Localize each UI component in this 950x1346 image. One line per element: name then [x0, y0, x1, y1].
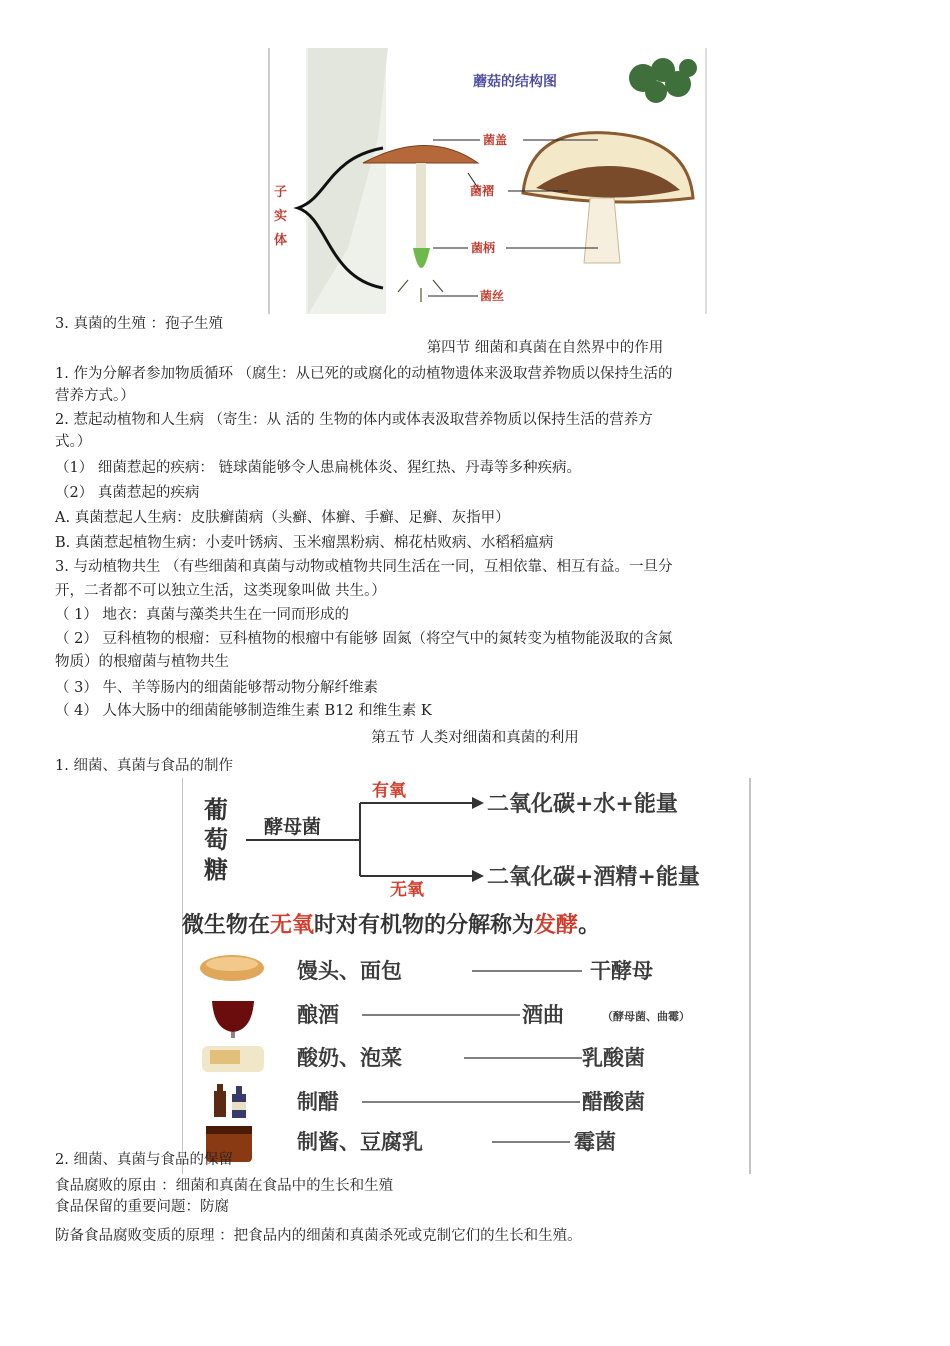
- hyphae-label: 菌丝: [480, 289, 505, 303]
- text-line: 开，二者都不可以独立生活，这类现象叫做 共生。）: [55, 583, 386, 599]
- text-line: 1. 细菌、真菌与食品的制作: [55, 758, 233, 774]
- text-line: 2. 惹起动植物和人生病 （寄生：从 活的 生物的体内或体表汲取营养物质以保持生活的营养方: [55, 412, 653, 428]
- text-line: 营养方式。）: [55, 388, 135, 404]
- text-line: 3. 与动植物共生 （有些细菌和真菌与动物或植物共同生活在一同，互相依靠、相互有益。一旦分: [55, 559, 673, 575]
- mushroom-structure-figure: [268, 48, 708, 314]
- anaerobic-label: 无氧: [390, 880, 424, 900]
- row-microbe-2: 酒曲: [522, 1002, 564, 1027]
- stalk-label: 菌柄: [471, 241, 496, 255]
- row-food-1: 馒头、面包: [297, 958, 402, 983]
- text-line: （ 4） 人体大肠中的细菌能够制造维生素 B12 和维生素 K: [55, 703, 432, 719]
- row-food-3: 酸奶、泡菜: [297, 1045, 402, 1070]
- text-line: B. 真菌惹起植物生病：小麦叶锈病、玉米瘤黑粉病、棉花枯败病、水稻稻瘟病: [55, 535, 554, 551]
- fermentation-figure: [182, 778, 752, 1174]
- aerobic-product: 二氧化碳+水+能量: [487, 791, 678, 817]
- gills-label: 菌褶: [470, 184, 495, 198]
- row-note-2: （酵母菌、曲霉）: [602, 1010, 690, 1023]
- text-line: （1） 细菌惹起的疾病： 链球菌能够令人患扁桃体炎、猩红热、丹毒等多种疾病。: [55, 460, 581, 476]
- text-line: （2） 真菌惹起的疾病: [55, 485, 200, 501]
- glucose-char-2: 萄: [204, 825, 228, 854]
- text-line: 食品腐败的原由 ：细菌和真菌在食品中的生长和生殖: [55, 1178, 394, 1194]
- aerobic-label: 有氧: [372, 781, 406, 801]
- row-food-4: 制醋: [297, 1089, 339, 1114]
- fruiting-body-label-1: 子: [274, 185, 288, 200]
- yogurt-icon: [202, 1046, 264, 1072]
- section-4-heading: 第四节 细菌和真菌在自然界中的作用: [426, 340, 664, 356]
- row-microbe-5: 霉菌: [574, 1129, 616, 1154]
- text-line: 食品保留的重要问题：防腐: [55, 1199, 229, 1215]
- row-food-2: 酿酒: [297, 1002, 339, 1027]
- row-food-5: 制酱、豆腐乳: [297, 1129, 423, 1154]
- yeast-label: 酵母菌: [264, 816, 322, 838]
- text-line: 1. 作为分解者参加物质循环 （腐生：从已死的或腐化的动植物遗体来汲取营养物质以保持生活的: [55, 366, 673, 382]
- anaerobic-product: 二氧化碳+酒精+能量: [487, 864, 700, 890]
- glucose-char-1: 葡: [204, 795, 228, 824]
- bread-icon: [200, 955, 264, 981]
- section-5-heading: 第五节 人类对细菌和真菌的利用: [371, 730, 579, 746]
- text-line: （ 2） 豆科植物的根瘤：豆科植物的根瘤中有能够 固氮（将空气中的氮转变为植物能汲取的含氮: [55, 631, 673, 647]
- text-line: （ 1） 地衣：真菌与藻类共生在一同而形成的: [55, 607, 349, 623]
- cap-label: 菌盖: [483, 133, 508, 147]
- figure-title: 蘑菇的结构图: [473, 74, 557, 90]
- row-microbe-3: 乳酸菌: [582, 1045, 645, 1070]
- row-microbe-1: 干酵母: [590, 958, 653, 983]
- row-microbe-4: 醋酸菌: [582, 1089, 645, 1114]
- text-line: 物质）的根瘤菌与植物共生: [55, 654, 229, 670]
- fruiting-body-label-2: 实: [274, 209, 288, 224]
- text-line: 防备食品腐败变质的原理 ：把食品内的细菌和真菌杀死或克制它们的生长和生殖。: [55, 1228, 582, 1244]
- fermentation-definition: 微生物在无氧时对有机物的分解称为发酵。: [182, 912, 601, 938]
- glucose-char-3: 糖: [204, 855, 228, 884]
- text-line: （ 3） 牛、羊等肠内的细菌能够帮动物分解纤维素: [55, 680, 378, 696]
- text-line: 式。）: [55, 434, 92, 450]
- text-line: A. 真菌惹起人生病：皮肤癣菌病（头癣、体癣、手癣、足癣、灰指甲）: [55, 510, 510, 526]
- text-line: 2. 细菌、真菌与食品的保留: [55, 1152, 233, 1168]
- reproduction-line: 3. 真菌的生殖 ：孢子生殖: [55, 316, 224, 332]
- fruiting-body-label-3: 体: [274, 233, 288, 248]
